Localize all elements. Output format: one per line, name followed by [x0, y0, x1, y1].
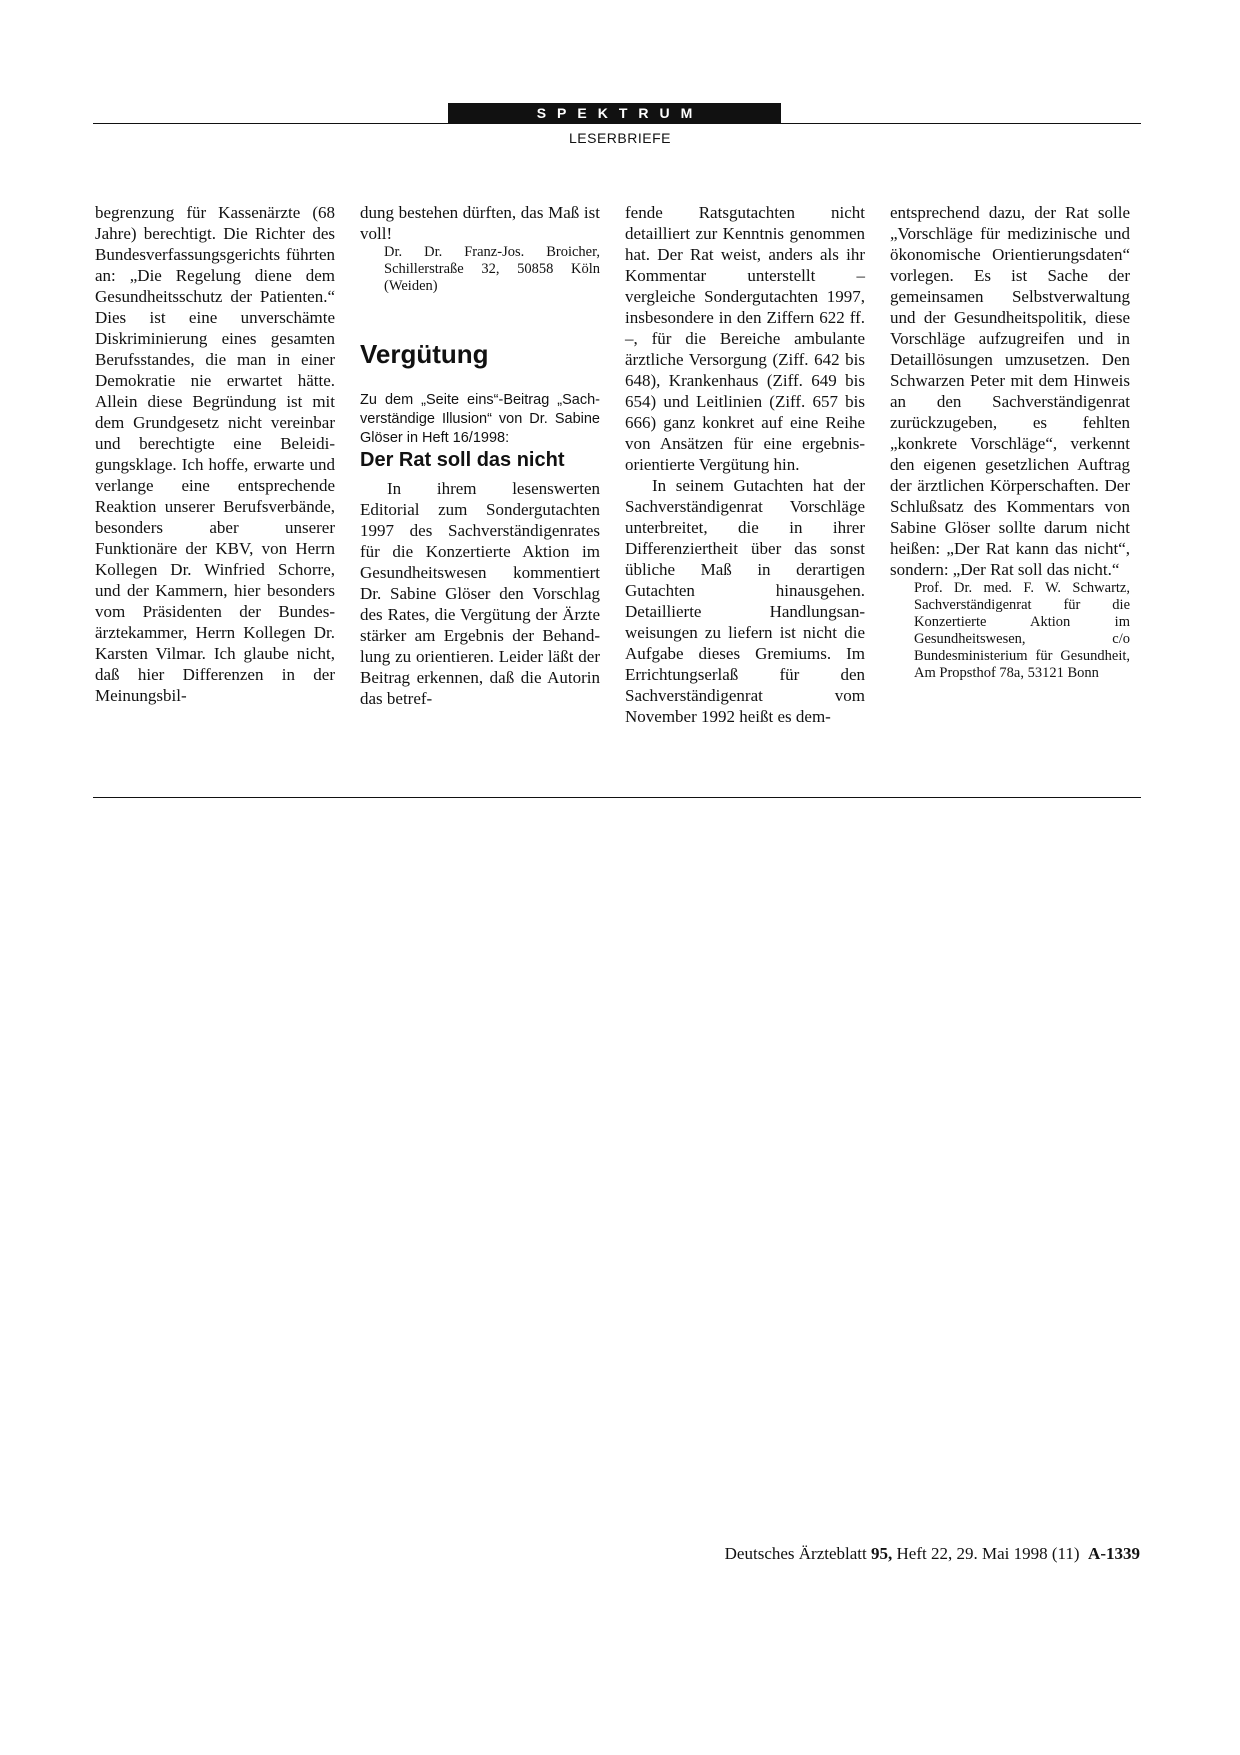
- letter-body-continued-2: fende Ratsgutachten nicht detailliert zur Kenntnis genommen hat. Der Rat weist, anders als ihr Kommentar unterstellt – vergleiche Sondergutachten 1997, insbesondere in den Ziffern 622 ff. –, für die Bereiche ambulante ärztliche Versorgung (Ziff. 642 bis 648), Krankenhaus (Ziff. 649 bis 654) und Leitlinien (Ziff. 657 bis 666) ganz konkret auf eine Reihe von Ansätzen für eine ergebnisorientierte Vergütung hin.: [625, 203, 865, 474]
- column-2: [360, 202, 600, 709]
- column-4: [890, 202, 1130, 682]
- section-label: SPEKTRUM: [448, 103, 781, 123]
- content-rule: [93, 797, 1141, 798]
- page-footer: [725, 1544, 1140, 1564]
- volume-number: 95,: [871, 1544, 893, 1563]
- letter-body-paragraph-2: In seinem Gutachten hat der Sachverständigenrat Vorschläge unterbreitet, die in ihrer Differenziertheit über das sonst übliche Maß in derartigen Gutachten hinausgehen. Detaillierte Handlungsanweisungen zu liefern ist nicht die Aufgabe dieses Gremiums. Im Errichtungserlaß für den Sachverständigenrat vom November 1992 heißt es dem-: [625, 476, 865, 726]
- article-heading: Vergütung: [360, 339, 489, 369]
- letter-signature: Dr. Dr. Franz-Jos. Broicher, Schillerstraße 32, 50858 Köln (Weiden): [384, 244, 600, 294]
- letter-reference-intro: Zu dem „Seite eins“-Beitrag „Sachverständige Illusion“ von Dr. Sabine Glöser in Heft 16/1998:: [360, 392, 600, 446]
- header-rule: [93, 123, 1141, 124]
- column-3: [625, 202, 865, 727]
- letter-body-continued-3: entsprechend dazu, der Rat solle „Vorschläge für medizinische und ökonomische Orientierungsdaten“ vorlegen. Es ist Sache der gemeinsamen Selbstverwaltung und der Gesundheitspolitik, diese Vorschläge aufzugreifen und in Detaillösungen umzusetzen. Den Schwarzen Peter mit dem Hinweis an den Sachverständigenrat zurückzugeben, es fehlten „konkrete Vorschläge“, verkennt den eigenen gesetzlichen Auftrag der ärztlichen Körperschaften. Der Schlußsatz des Kommentars von Sabine Glöser sollte darum nicht heißen: „Der Rat kann das nicht“, sondern: „Der Rat soll das nicht.“: [890, 203, 1130, 579]
- journal-name: Deutsches Ärzteblatt: [724, 1544, 867, 1563]
- letter-heading: Der Rat soll das nicht: [360, 449, 565, 471]
- letter-signature-2: Prof. Dr. med. F. W. Schwartz, Sachverständigenrat für die Konzertierte Aktion im Gesundheitswesen, c/o Bundesministerium für Gesundheit, Am Propsthof 78a, 53121 Bonn: [914, 580, 1130, 681]
- page-number: A-1339: [1088, 1544, 1140, 1563]
- letter-body-continued: begrenzung für Kassenärzte (68 Jahre) berechtigt. Die Richter des Bundesverfassungsgerichts führten an: „Die Regelung diene dem Gesundheitsschutz der Patienten.“ Dies ist eine unverschämte Diskriminierung eines gesamten Berufsstandes, die man in einer Demokratie nie erwartet hätte. Allein diese Begründung ist mit dem Grundgesetz nicht vereinbar und berechtigte eine Beleidigungsklage. Ich hoffe, erwarte und verlange eine entsprechende Reaktion unserer Berufsverbände, besonders aber unserer Funktionäre der KBV, von Herrn Kollegen Dr. Winfried Schorre, und der Kammern, hier besonders vom Präsidenten der Bundesärztekammer, Herrn Kollegen Dr. Karsten Vilmar. Ich glaube nicht, daß hier Differenzen in der Meinungsbil-: [95, 203, 335, 705]
- column-1: [95, 202, 335, 706]
- letter-body: In ihrem lesenswerten Editorial zum Sondergutachten 1997 des Sachverständigenrates für die Konzertierte Aktion im Gesundheitswesen kommentiert Dr. Sabine Glöser den Vorschlag des Rates, die Vergütung der Ärzte stärker am Ergebnis der Behandlung zu orientieren. Leider läßt der Beitrag erkennen, daß die Autorin das betref-: [360, 479, 600, 708]
- letter-body-end: dung bestehen dürften, das Maß ist voll!: [360, 203, 600, 243]
- issue-info: Heft 22, 29. Mai 1998 (11): [896, 1544, 1080, 1563]
- subsection-label: LESERBRIEFE: [569, 130, 671, 146]
